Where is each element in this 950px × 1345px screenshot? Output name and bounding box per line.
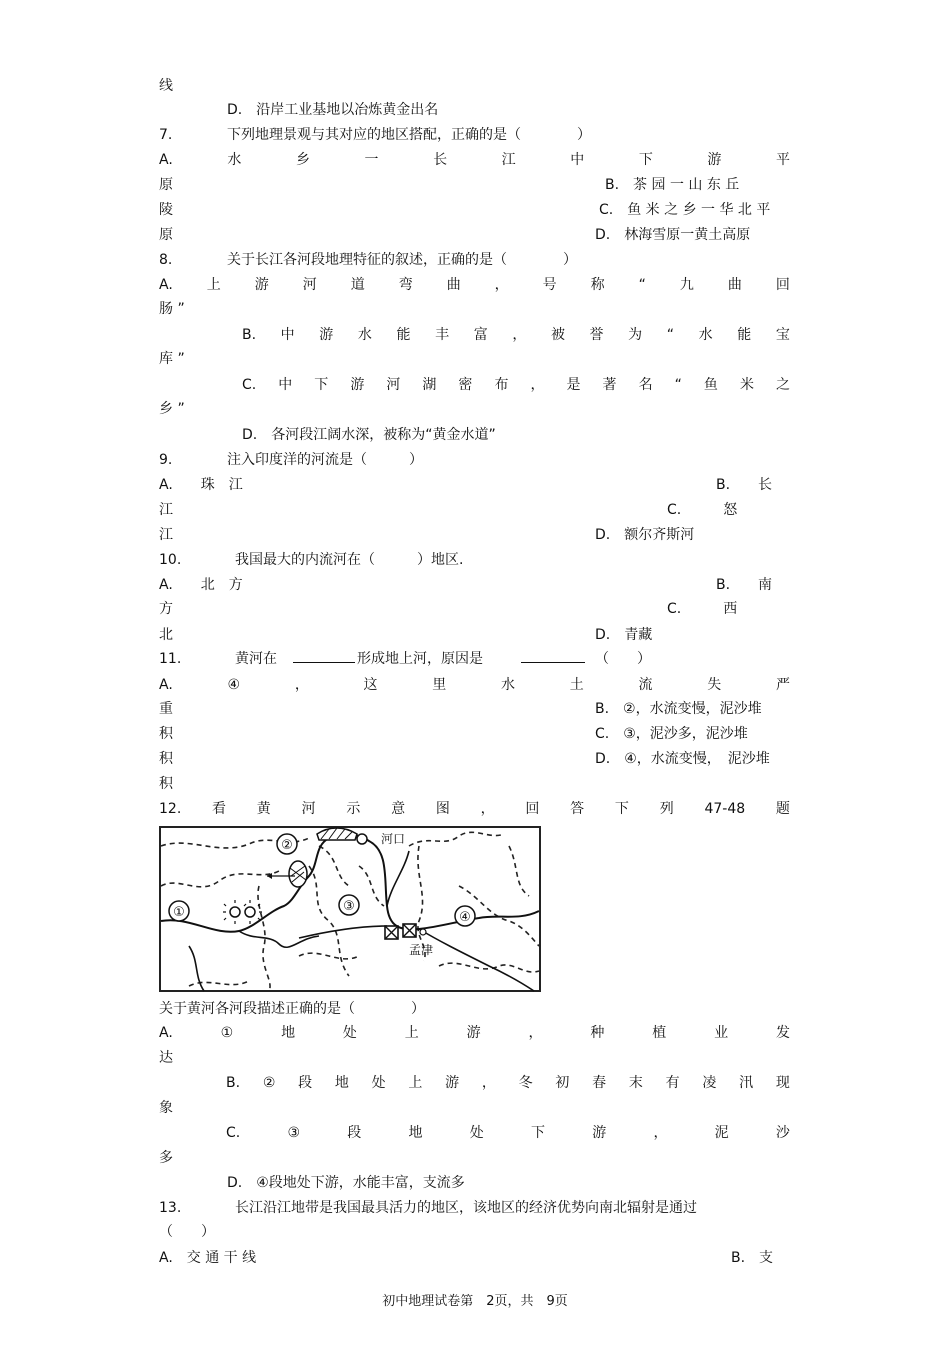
- text-line: [159, 298, 790, 320]
- spread-token: 之: [775, 377, 790, 393]
- spread-token: 段: [298, 1075, 313, 1091]
- spread-token: ④: [227, 677, 241, 693]
- line-fragment: 陵: [159, 202, 173, 218]
- spread-token: 回: [525, 801, 540, 817]
- spread-token: 段: [347, 1125, 362, 1141]
- question-number: 11.: [159, 651, 182, 667]
- map-label-mengjin: 孟津: [409, 943, 434, 957]
- spread-token: B.: [242, 327, 257, 343]
- spread-token: 游: [466, 1025, 481, 1041]
- question-number: 10.: [159, 552, 182, 568]
- spread-token: 水: [227, 152, 242, 168]
- line-fragment: 重: [159, 701, 173, 717]
- question-13: [159, 1197, 790, 1219]
- answer-blank[interactable]: [293, 648, 355, 670]
- spread-token: 富: [473, 327, 488, 343]
- line-fragment: 江: [159, 502, 173, 518]
- spread-token: 图: [435, 801, 450, 817]
- spread-token: 下: [530, 1125, 545, 1141]
- spread-token: 布: [494, 377, 509, 393]
- question-number: 13.: [159, 1200, 182, 1216]
- line-fragment: 线: [159, 78, 173, 94]
- spread-token: 中: [278, 377, 293, 393]
- question-11: [159, 648, 790, 670]
- text-line: [159, 174, 790, 196]
- spread-token: 游: [445, 1075, 460, 1091]
- spread-token: 水: [501, 677, 516, 693]
- spread-token: 为: [628, 327, 643, 343]
- q10-option-d: D. 青藏: [595, 627, 653, 643]
- q8-option-b: [242, 324, 790, 346]
- spread-token: B.: [226, 1075, 241, 1091]
- q8-option-c: [242, 374, 790, 396]
- spread-token: 看: [212, 801, 227, 817]
- map-label-hekou: 河口: [381, 832, 406, 846]
- spread-token: 游: [592, 1125, 607, 1141]
- line-fragment: 乡 ”: [159, 401, 185, 417]
- spread-token: 失: [707, 677, 722, 693]
- q10-option-c: C. 西: [667, 601, 738, 617]
- spread-token: 处: [469, 1125, 484, 1141]
- text-line: [159, 574, 790, 596]
- spread-token: 有: [665, 1075, 680, 1091]
- question-8: [159, 249, 790, 271]
- text-line: [159, 1047, 790, 1069]
- q13-option-b: B. 支: [731, 1250, 774, 1266]
- q9-option-b: B. 长: [716, 477, 773, 493]
- spread-token: 长: [433, 152, 448, 168]
- spread-token: 上: [408, 1075, 423, 1091]
- spread-token: 汛: [739, 1075, 754, 1091]
- spread-token: 地: [408, 1125, 423, 1141]
- line-fragment: 肠 ”: [159, 301, 185, 317]
- spread-token: 严: [775, 677, 790, 693]
- answer-blank[interactable]: [521, 648, 585, 670]
- q7-option-b: B. 茶 园 一 山 东 丘: [605, 177, 740, 193]
- page-footer: 初中地理试卷第 2页，共 9页: [382, 1294, 568, 1309]
- spread-token: 能: [396, 327, 411, 343]
- q8-option-a: [159, 274, 790, 296]
- spread-token: 宝: [775, 327, 790, 343]
- spread-token: 水: [357, 327, 372, 343]
- spread-token: 12.: [159, 801, 182, 817]
- spread-token: 处: [342, 1025, 357, 1041]
- spread-token: 丰: [435, 327, 450, 343]
- question-number: 8.: [159, 252, 173, 268]
- map-label-4: ④: [459, 910, 471, 925]
- spread-token: 著: [602, 377, 617, 393]
- q11-option-c: C. ③，泥沙多，泥沙堆: [595, 726, 748, 742]
- line-fragment: 原: [159, 227, 173, 243]
- q7-option-d: D. 林海雪原一黄土高原: [595, 227, 751, 243]
- spread-token: 沙: [775, 1125, 790, 1141]
- spread-token: 凌: [702, 1075, 717, 1091]
- q10-option-b: B. 南: [716, 577, 773, 593]
- text-line: [159, 499, 790, 521]
- option-d: D. 沿岸工业基地以冶炼黄金出名: [227, 102, 439, 118]
- text-line: [159, 723, 790, 745]
- question-text: 我国最大的内流河在（ ）地区.: [235, 552, 464, 568]
- spread-token: ，: [530, 377, 545, 393]
- text-line: [159, 348, 790, 370]
- line-fragment: 积: [159, 726, 173, 742]
- spread-token: 回: [775, 277, 790, 293]
- q9-option-d: D. 额尔齐斯河: [595, 527, 695, 543]
- question-text: 关于长江各河段地理特征的叙述，正确的是（ ）: [227, 252, 577, 268]
- q9-option-c: C. 怒: [667, 502, 738, 518]
- q7-option-a: [159, 149, 790, 171]
- spread-token: 曲: [727, 277, 742, 293]
- spread-token: 河: [301, 801, 316, 817]
- spread-token: 号: [542, 277, 557, 293]
- spread-token: 冬: [518, 1075, 533, 1091]
- spread-token: 河: [386, 377, 401, 393]
- q9-option-a: A. 珠 江: [159, 477, 243, 493]
- q12-option-b: [226, 1072, 790, 1094]
- spread-token: 道: [350, 277, 365, 293]
- spread-token: 黄: [256, 801, 271, 817]
- spread-token: 种: [590, 1025, 605, 1041]
- text-line: [159, 748, 790, 770]
- spread-token: ，: [512, 327, 527, 343]
- spread-token: “: [674, 377, 682, 393]
- spread-token: 发: [775, 1025, 790, 1041]
- line-fragment: 方: [159, 601, 173, 617]
- spread-token: 是: [566, 377, 581, 393]
- map-label-2: ②: [281, 838, 293, 853]
- line-fragment: 多: [159, 1150, 173, 1166]
- spread-token: 弯: [398, 277, 413, 293]
- text-line: [159, 474, 790, 496]
- spread-token: 下: [314, 377, 329, 393]
- text-line: [159, 598, 790, 620]
- spread-token: “: [666, 327, 675, 343]
- text-line: [159, 75, 790, 97]
- line-fragment: 积: [159, 776, 173, 792]
- spread-token: 密: [458, 377, 473, 393]
- spread-token: 地: [281, 1025, 296, 1041]
- spread-token: 现: [775, 1075, 790, 1091]
- map-label-1: ①: [173, 905, 185, 920]
- spread-token: A.: [159, 152, 173, 168]
- text-line: [159, 1097, 790, 1119]
- line-fragment: 江: [159, 527, 173, 543]
- spread-token: 名: [638, 377, 653, 393]
- spread-token: ，: [480, 801, 495, 817]
- q12-option-d: D. ④段地处下游，水能丰富，支流多: [227, 1175, 465, 1191]
- question-number: 7.: [159, 127, 173, 143]
- spread-token: 中: [570, 152, 585, 168]
- yellow-river-map: [159, 826, 541, 992]
- spread-token: 曲: [446, 277, 461, 293]
- question-text: 注入印度洋的河流是（ ）: [227, 452, 423, 468]
- spread-token: 流: [638, 677, 653, 693]
- spread-token: 植: [652, 1025, 667, 1041]
- question-text: 黄河在: [235, 651, 277, 667]
- text-line: [159, 224, 790, 246]
- spread-token: 业: [714, 1025, 729, 1041]
- spread-token: 水: [698, 327, 713, 343]
- spread-token: 初: [555, 1075, 570, 1091]
- spread-token: ②: [262, 1075, 276, 1091]
- q11-option-a: [159, 674, 790, 696]
- spread-token: 九: [679, 277, 694, 293]
- q11-option-d: D. ④，水流变慢， 泥沙堆: [595, 751, 770, 767]
- spread-token: 答: [570, 801, 585, 817]
- spread-token: 意: [391, 801, 406, 817]
- text-line: [159, 1147, 790, 1169]
- line-fragment: 库 ”: [159, 351, 185, 367]
- spread-token: 中: [280, 327, 295, 343]
- question-text: 长江沿江地带是我国最具活力的地区，该地区的经济优势向南北辐射是通过: [235, 1200, 697, 1216]
- map-label-3: ③: [343, 899, 355, 914]
- spread-token: 米: [739, 377, 754, 393]
- question-stem: 关于黄河各河段描述正确的是（ ）: [159, 1001, 425, 1017]
- spread-token: 一: [364, 152, 379, 168]
- question-9: [159, 449, 790, 471]
- spread-token: 游: [254, 277, 269, 293]
- spread-token: 末: [628, 1075, 643, 1091]
- spread-token: 47-48: [704, 801, 746, 817]
- spread-token: ，: [528, 1025, 543, 1041]
- spread-token: 鱼: [703, 377, 718, 393]
- text-line: [159, 398, 790, 420]
- spread-token: C.: [226, 1125, 241, 1141]
- q11-option-b: B. ②，水流变慢，泥沙堆: [595, 701, 762, 717]
- spread-token: ，: [494, 277, 509, 293]
- spread-token: 题: [775, 801, 790, 817]
- question-10: [159, 549, 790, 571]
- spread-token: ，: [294, 677, 309, 693]
- spread-token: 上: [206, 277, 221, 293]
- spread-token: ，: [481, 1075, 496, 1091]
- spread-token: 示: [346, 801, 361, 817]
- q12-option-c: [226, 1122, 790, 1144]
- spread-token: 能: [737, 327, 752, 343]
- spread-token: 土: [569, 677, 584, 693]
- text-line: [159, 424, 790, 446]
- text-line: [159, 199, 790, 221]
- text-line: [159, 99, 790, 121]
- text-line: [159, 1172, 790, 1194]
- spread-token: 泥: [714, 1125, 729, 1141]
- question-number: 9.: [159, 452, 173, 468]
- spread-token: ①: [220, 1025, 234, 1041]
- line-fragment: 北: [159, 627, 173, 643]
- q13-option-a: A. 交 通 干 线: [159, 1250, 257, 1266]
- q10-option-a: A. 北 方: [159, 577, 243, 593]
- spread-token: 游: [319, 327, 334, 343]
- spread-token: 下: [638, 152, 653, 168]
- spread-token: 列: [659, 801, 674, 817]
- text-line: [159, 698, 790, 720]
- spread-token: 游: [350, 377, 365, 393]
- line-fragment: 积: [159, 751, 173, 767]
- text-line: [159, 1247, 790, 1269]
- line-fragment: 原: [159, 177, 173, 193]
- q7-option-c: C. 鱼 米 之 乡 一 华 北 平: [599, 202, 771, 218]
- spread-token: 这: [363, 677, 378, 693]
- spread-token: ③: [287, 1125, 301, 1141]
- spread-token: 平: [775, 152, 790, 168]
- spread-token: 誉: [589, 327, 604, 343]
- text-line: [159, 773, 790, 795]
- spread-token: 春: [592, 1075, 607, 1091]
- spread-token: A.: [159, 677, 173, 693]
- spread-token: 上: [404, 1025, 419, 1041]
- spread-token: 被: [550, 327, 565, 343]
- spread-token: 处: [371, 1075, 386, 1091]
- q8-option-d: D. 各河段江阔水深，被称为“黄金水道”: [242, 427, 496, 443]
- q12-option-a: [159, 1022, 790, 1044]
- spread-token: ，: [653, 1125, 668, 1141]
- spread-token: “: [638, 277, 646, 293]
- spread-token: 里: [432, 677, 447, 693]
- text-line: [159, 624, 790, 646]
- line-fragment: 象: [159, 1100, 173, 1116]
- text-line: [159, 524, 790, 546]
- spread-token: 地: [334, 1075, 349, 1091]
- spread-token: C.: [242, 377, 257, 393]
- spread-token: A.: [159, 1025, 173, 1041]
- text-line: [159, 1221, 790, 1243]
- spread-token: 江: [501, 152, 516, 168]
- question-text: 形成地上河，原因是: [357, 651, 483, 667]
- question-text: （ ）: [159, 1224, 215, 1240]
- text-line: [159, 998, 790, 1020]
- spread-token: 下: [614, 801, 629, 817]
- question-text: （ ）: [595, 651, 651, 667]
- spread-token: 游: [707, 152, 722, 168]
- spread-token: 河: [302, 277, 317, 293]
- spread-token: 湖: [422, 377, 437, 393]
- spread-token: A.: [159, 277, 173, 293]
- question-7: [159, 124, 790, 146]
- spread-token: 乡: [295, 152, 310, 168]
- question-12: [159, 798, 790, 820]
- spread-token: 称: [590, 277, 605, 293]
- question-text: 下列地理景观与其对应的地区搭配，正确的是（ ）: [227, 127, 591, 143]
- line-fragment: 达: [159, 1050, 173, 1066]
